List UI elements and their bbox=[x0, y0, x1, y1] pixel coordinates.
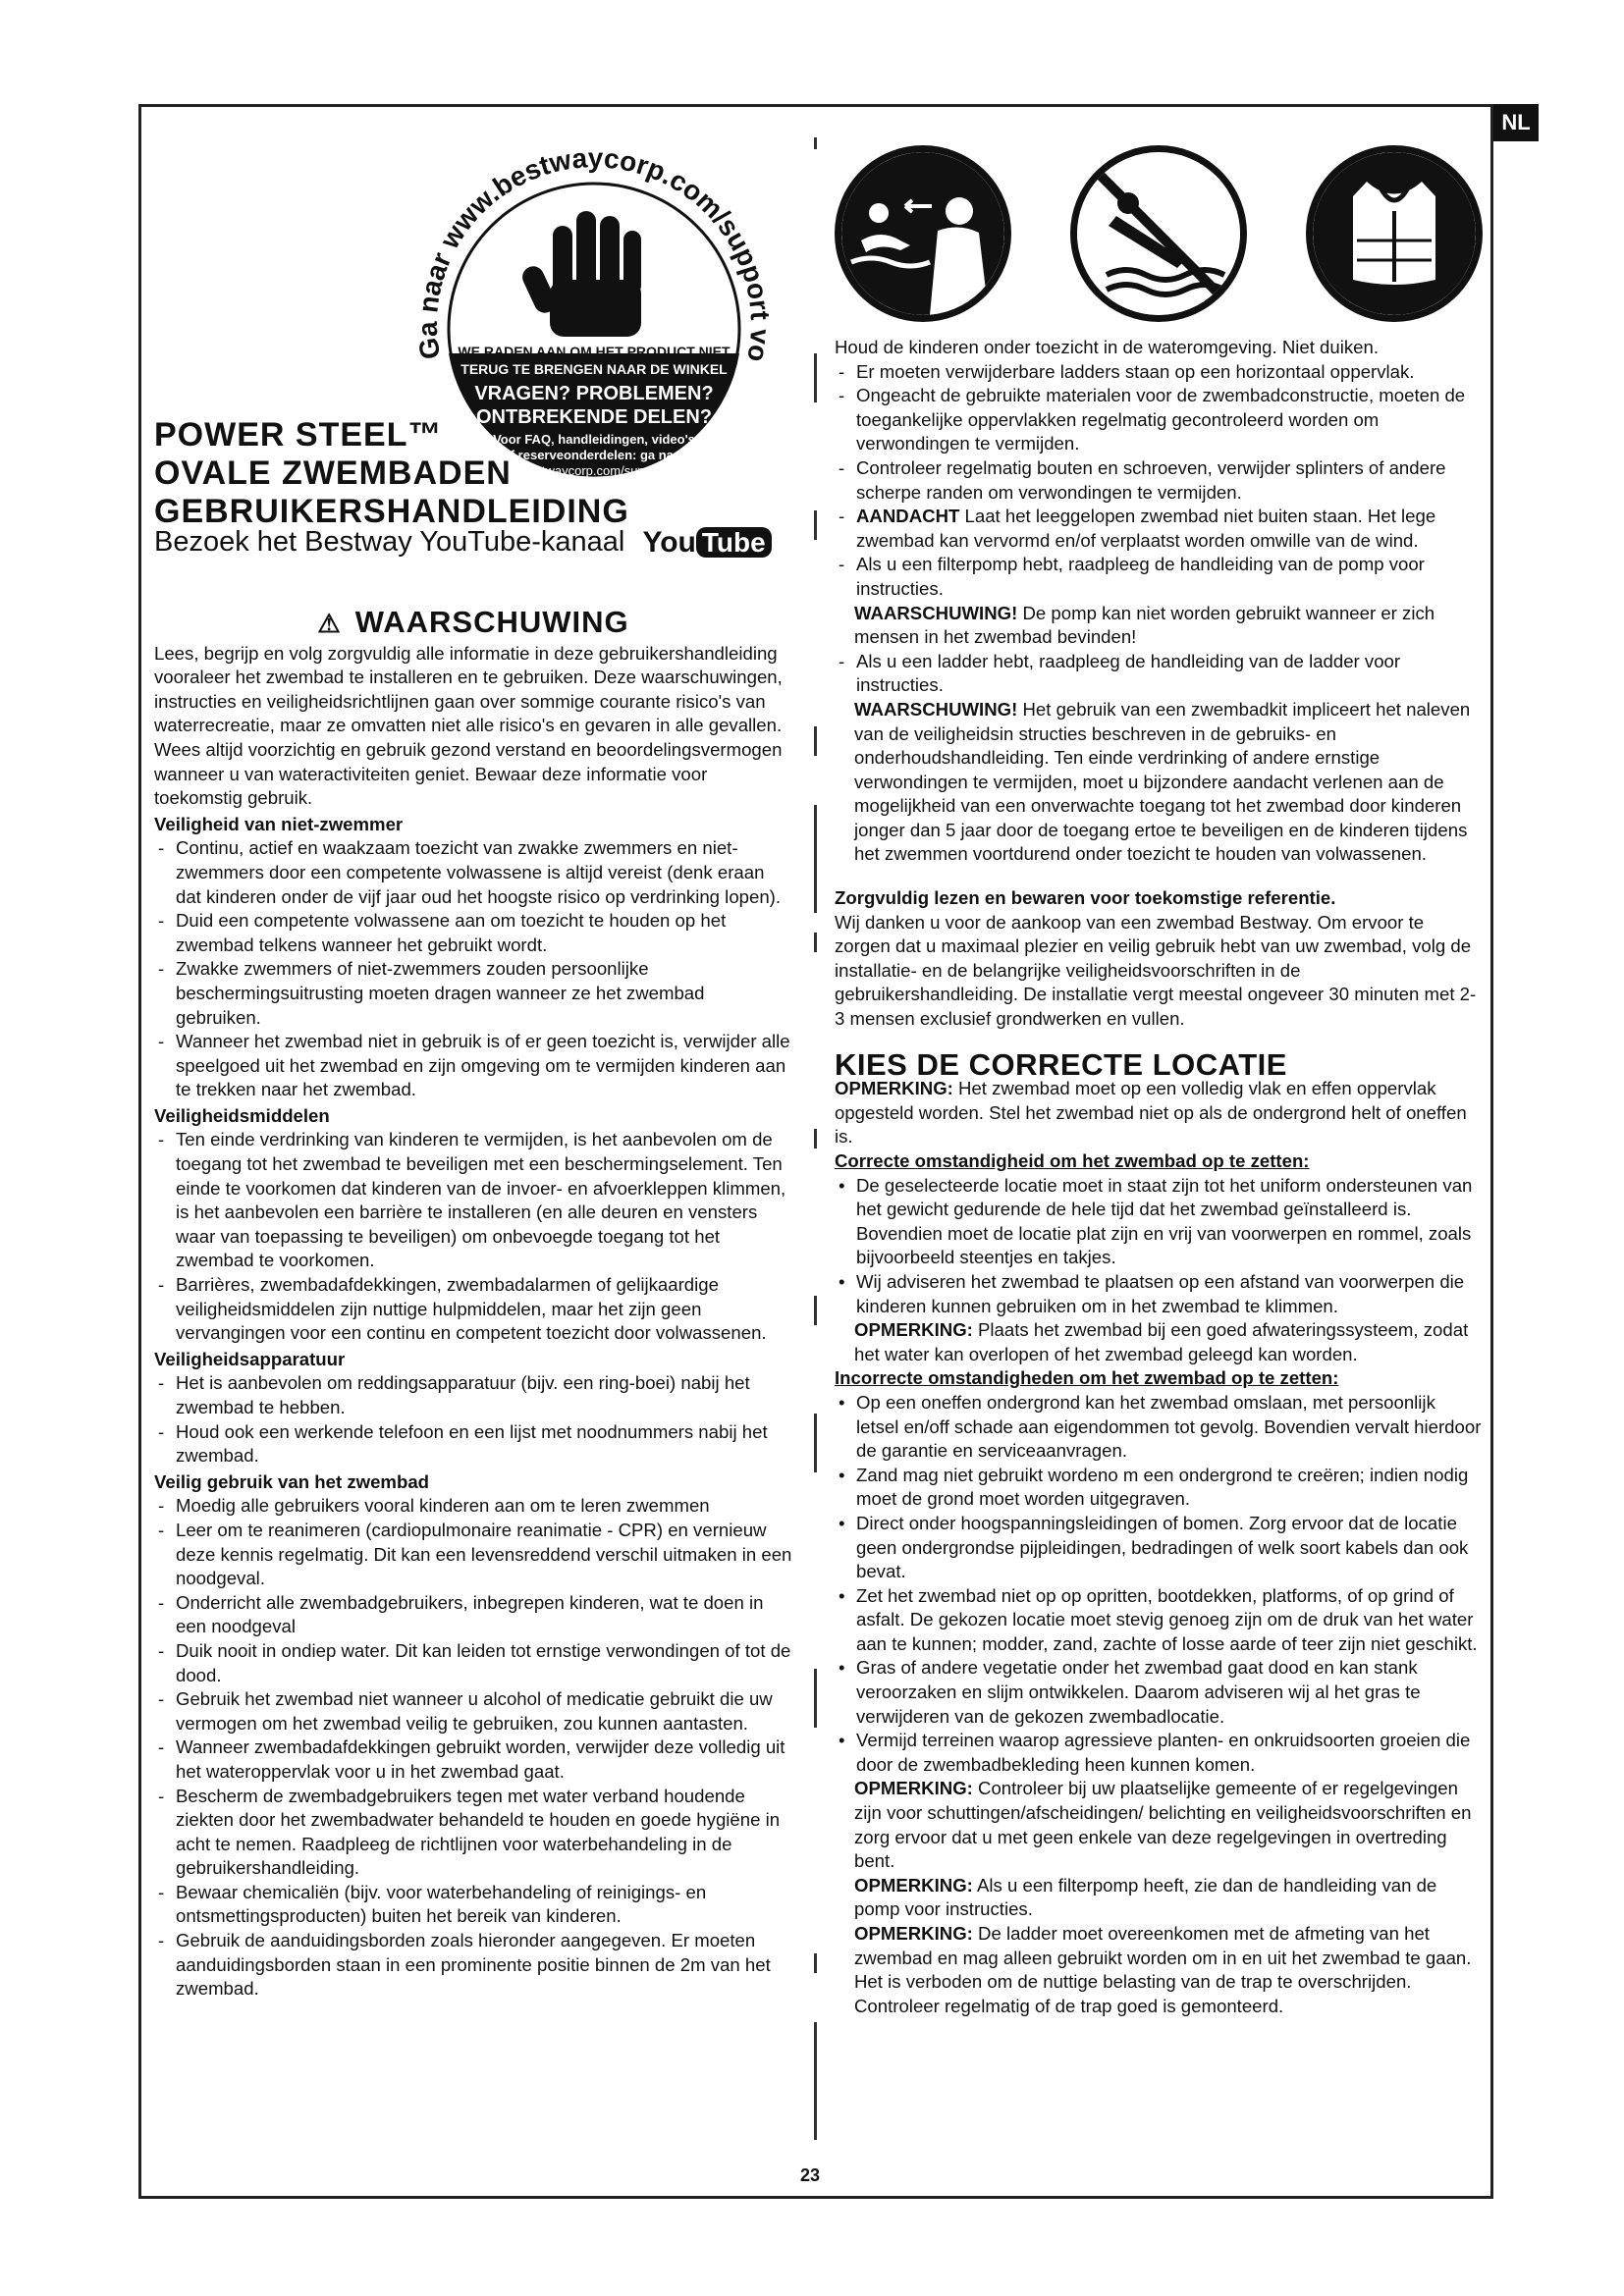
list-item: - Controleer regelmatig bouten en schroeven, verwijder splinters of andere scherpe randen om verwondingen te vermijden. bbox=[835, 456, 1483, 505]
correct-note bbox=[835, 1318, 1483, 1366]
safety-pictograms bbox=[835, 145, 1483, 322]
list-item: - Bescherm de zwembadgebruikers tegen met water verband houdende ziekten door het zwembadwater behandeld te houden en goede hygiëne in acht te nemen. Raadpleeg de richtlijnen voor waterbehandeling in de gebruikershandleiding. bbox=[154, 1785, 792, 1881]
list-item: • Zand mag niet gebruikt wordeno m een ondergrond te creëren; indien nodig moet de grond moet worden uitgegraven. bbox=[835, 1464, 1483, 1512]
note-text: De ladder moet overeenkomen met de afmeting van het zwembad en mag alleen gebruikt worden om in en uit het zwembad te gaan. Het is verboden om de nuttige belasting van de trap te overschrijden. Controleer regelmatig of de trap goed is gemonteerd. bbox=[854, 1923, 1472, 2016]
note-label: OPMERKING: bbox=[835, 1078, 953, 1099]
badge-missing-parts: ONTBREKENDE DELEN? bbox=[475, 406, 712, 428]
section-title-nonswimmer: Veiligheid van niet-zwemmer bbox=[154, 813, 404, 834]
list-item: - Er moeten verwijderbare ladders staan op een horizontaal oppervlak. bbox=[835, 360, 1483, 385]
list-item: - Leer om te reanimeren (cardiopulmonaire reanimatie - CPR) en vernieuw deze kennis regelmatig. Dit kan een levensreddend verschil uitmaken in een noodgeval. bbox=[154, 1519, 792, 1591]
pump-warning bbox=[835, 602, 1483, 650]
life-vest-icon bbox=[1306, 145, 1483, 322]
product-type: OVALE ZWEMBADEN bbox=[154, 454, 512, 492]
note-text: Controleer bij uw plaatselijke gemeente of er regelgevingen zijn voor schuttingen/afscheidingen/ belichting en veiligheidsvoorschriften en zorg ervoor dat u met geen enkele van deze regelgevingen in overtreding bent. bbox=[854, 1778, 1472, 1872]
safe-use-list bbox=[154, 1494, 792, 2001]
correct-conditions-heading: Correcte omstandigheid om het zwembad op te zetten: bbox=[835, 1150, 1310, 1171]
attention-label: AANDACHT bbox=[856, 506, 960, 527]
section-title-safe-use: Veilig gebruik van het zwembad bbox=[154, 1470, 430, 1492]
badge-faq-line: Voor FAQ, handleidingen, video's bbox=[493, 432, 695, 447]
list-item: - Als u een ladder hebt, raadpleeg de handleiding van de ladder voor instructies. bbox=[835, 650, 1483, 698]
warning-text: Het gebruik van een zwembadkit impliceert het naleven van de veiligheidsin structies beschreven in de gebruiks- en onderhoudshandleiding. Ten einde verdrinking of andere ernstige verwondingen te vermijden, moet u bijzondere aandacht verlenen aan de mogelijkheid van een onverwachte toegang tot het zwembad door kinderen jonger dan 5 jaar door de toegang ertoe te beveiligen en de kinderen tijdens het zwemmen voortdurend onder toezicht te houden van volwassenen. bbox=[854, 698, 1471, 865]
note-text: Het zwembad moet op een volledig vlak en effen oppervlak opgesteld worden. Stel het zwembad niet op als de ondergrond helt of oneffen is. bbox=[835, 1078, 1467, 1148]
incorrect-conditions-list bbox=[835, 1391, 1483, 1778]
location-note bbox=[835, 1077, 1483, 1149]
warning-label: WAARSCHUWING! bbox=[854, 698, 1018, 720]
youtube-logo[interactable]: You Tube bbox=[642, 526, 771, 560]
product-line: POWER STEEL™ bbox=[154, 416, 443, 454]
list-item: - Het is aanbevolen om reddingsapparatuur (bijv. een ring-boei) nabij het zwembad te hebben. bbox=[154, 1371, 792, 1419]
correct-conditions-list bbox=[835, 1174, 1483, 1319]
ladder-note bbox=[835, 1922, 1483, 2018]
no-diving-icon bbox=[1070, 145, 1247, 322]
language-tab: NL bbox=[1493, 104, 1539, 141]
list-item: - Houd ook een werkende telefoon en een lijst met noodnummers nabij het zwembad. bbox=[154, 1420, 792, 1468]
note-label: OPMERKING: bbox=[854, 1874, 973, 1896]
youtube-line bbox=[154, 526, 772, 560]
note-label: OPMERKING: bbox=[854, 1319, 973, 1341]
list-item: - Wanneer het zwembad niet in gebruik is of er geen toezicht is, verwijder alle speelgoed uit het zwembad en zijn omgeving om te vermijden kinderen aan te trekken naar het zwembad. bbox=[154, 1030, 792, 1102]
ladder-list bbox=[835, 650, 1483, 698]
regulation-note bbox=[835, 1777, 1483, 1873]
reference-heading: Zorgvuldig lezen en bewaren voor toekomstige referentie. bbox=[835, 887, 1336, 909]
list-item: - Duid een competente volwassene aan om toezicht te houden op het zwembad telkens wanneer het gebruikt wordt. bbox=[154, 909, 792, 957]
list-item: • Direct onder hoogspanningsleidingen of bomen. Zorg ervoor dat de locatie geen ondergrondse pijpleidingen, bedradingen of welk soort kabels dan ook bevat. bbox=[835, 1512, 1483, 1584]
badge-spareparts-line: of reserveonderdelen: ga naar bbox=[502, 448, 686, 462]
list-item: - Duik nooit in ondiep water. Dit kan leiden tot ernstige verwondingen of tot de dood. bbox=[154, 1639, 792, 1687]
kit-warning bbox=[835, 698, 1483, 867]
list-item: • Gras of andere vegetatie onder het zwembad gaat dood en kan stank veroorzaken en slijm ontwikkelen. Daarom adviseren wij al het gras te verwijderen van de gekozen zwembadlocatie. bbox=[835, 1656, 1483, 1729]
supervise-children-icon bbox=[835, 145, 1011, 322]
column-divider bbox=[814, 1414, 817, 1472]
warning-text: De pomp kan niet worden gebruikt wanneer er zich mensen in het zwembad bevinden! bbox=[854, 602, 1435, 648]
badge-arc-text: Ga naar www.bestwaycorp.com/support vo bbox=[411, 142, 777, 365]
section-title-safety-equipment: Veiligheidsapparatuur bbox=[154, 1348, 346, 1369]
column-divider bbox=[814, 1296, 817, 1325]
badge-questions: VRAGEN? PROBLEMEN? bbox=[474, 383, 714, 404]
supervise-caption: Houd de kinderen onder toezicht in de wateromgeving. Niet duiken. bbox=[835, 337, 1380, 357]
list-item: - Zwakke zwemmers of niet-zwemmers zouden persoonlijke beschermingsuitrusting moeten dragen wanneer ze het zwembad gebruiken. bbox=[154, 957, 792, 1030]
list-item: - Moedig alle gebruikers vooral kinderen aan om te leren zwemmen bbox=[154, 1494, 792, 1519]
safety-means-list bbox=[154, 1128, 792, 1345]
badge-notice-2: TERUG TE BRENGEN NAAR DE WINKEL bbox=[460, 361, 728, 377]
list-item: - Onderricht alle zwembadgebruikers, inbegrepen kinderen, wat te doen in een noodgeval bbox=[154, 1591, 792, 1639]
column-divider bbox=[814, 805, 817, 913]
badge-url[interactable]: bestwaycorp.com/support bbox=[520, 463, 668, 478]
column-divider bbox=[814, 353, 817, 402]
location-heading: KIES DE CORRECTE LOCATIE bbox=[835, 1046, 1287, 1082]
column-divider bbox=[814, 137, 817, 149]
column-divider bbox=[814, 933, 817, 952]
warning-triangle-icon: ⚠ bbox=[317, 609, 342, 638]
safety-equipment-list bbox=[154, 1371, 792, 1468]
warning-heading: ⚠ WAARSCHUWING bbox=[317, 605, 629, 639]
list-item: - Ongeacht de gebruikte materialen voor de zwembadconstructie, moeten de toegankelijke oppervlakken regelmatig gecontroleerd worden om verwondingen te vermijden. bbox=[835, 384, 1483, 456]
list-item: - Gebruik het zwembad niet wanneer u alcohol of medicatie gebruikt die uw vermogen om het zwembad veilig te gebruiken, zou kunnen aantasten. bbox=[154, 1687, 792, 1735]
warning-intro: Lees, begrijp en volg zorgvuldig alle informatie in deze gebruikershandleiding vooraleer het zwembad te installeren en te gebruiken. Deze waarschuwingen, instructies en veiligheidsrichtlijnen gaan over sommige courante risico's van waterrecreatie, maar ze omvatten niet alle risico's en gevaren in alle gevallen. Wees altijd voorzichtig en gebruik gezond verstand en beoordelingsvermogen wanneer u van wateractiviteiten geniet. Bewaar deze informatie voor toekomstig gebruik. bbox=[154, 642, 783, 809]
column-divider bbox=[814, 1129, 817, 1148]
reference-text: Wij danken u voor de aankoop van een zwembad Bestway. Om ervoor te zorgen dat u maximaal plezier en veilig gebruik hebt van uw zwembad, volg de installatie- en de belangrijke veiligheidsvoorschriften in de gebruikershandleiding. De installatie vergt meestal ongeveer 30 minuten met 2-3 mensen exclusief grondwerken en vullen. bbox=[835, 911, 1477, 1030]
note-label: OPMERKING: bbox=[854, 1778, 973, 1799]
list-item: • Wij adviseren het zwembad te plaatsen op een afstand van voorwerpen die kinderen kunnen gebruiken om in het zwembad te klimmen. bbox=[835, 1270, 1483, 1318]
list-item bbox=[835, 505, 1483, 553]
list-item: • Vermijd terreinen waarop agressieve planten- en onkruidsoorten groeien die door de zwembadbekleding heen kunnen komen. bbox=[835, 1729, 1483, 1777]
youtube-text: Bezoek het Bestway YouTube-kanaal bbox=[154, 526, 625, 558]
list-item: • Op een oneffen ondergrond kan het zwembad omslaan, met persoonlijk letsel en/off schade aan eigendommen tot gevolg. Bovendien vervalt hierdoor de garantie en serviceaanvragen. bbox=[835, 1391, 1483, 1464]
column-divider bbox=[814, 1953, 817, 1973]
note-label: OPMERKING: bbox=[854, 1923, 973, 1944]
list-item: • Zet het zwembad niet op op opritten, bootdekken, platforms, of op grind of asfalt. De gekozen locatie moet stevig genoeg zijn om de druk van het water aan te kunnen; modder, zand, zachte of losse aarde of teer zijn niet geschikt. bbox=[835, 1584, 1483, 1657]
manual-type: GEBRUIKERSHANDLEIDING bbox=[154, 493, 629, 530]
warning-label: WAARSCHUWING! bbox=[854, 602, 1018, 623]
list-item: - Continu, actief en waakzaam toezicht van zwakke zwemmers en niet-zwemmers door een competente volwassene is altijd vereist (denk eraan dat kinderen onder de vijf jaar oud het hoogste risico op verdrinking lopen). bbox=[154, 836, 792, 909]
list-item: - Ten einde verdrinking van kinderen te vermijden, is het aanbevolen om de toegang tot het zwembad te beveiligen met een beschermingselement. Ten einde te voorkomen dat kinderen van de invoer- en afvoerkleppen klimmen, is het aanbevolen een barrière te installeren (en alle deuren en vensters waar van toepassing te beveiligen) om onbevoegde toegang tot het zwembad te voorkomen. bbox=[154, 1128, 792, 1273]
attention-text: Laat het leeggelopen zwembad niet buiten staan. Het lege zwembad kan vervormd en/of verplaatst worden omwille van de wind. bbox=[856, 506, 1436, 551]
nonswimmer-list bbox=[154, 836, 792, 1102]
column-divider bbox=[814, 726, 817, 756]
right-column bbox=[835, 336, 1483, 2018]
list-item: - Als u een filterpomp hebt, raadpleeg de handleiding van de pomp voor instructies. bbox=[835, 553, 1483, 601]
section-title-safety-means: Veiligheidsmiddelen bbox=[154, 1104, 330, 1126]
list-item: - Wanneer zwembadafdekkingen gebruikt worden, verwijder deze volledig uit het wateroppervlak voor u in het zwembad gaat. bbox=[154, 1735, 792, 1784]
maintenance-list bbox=[835, 360, 1483, 602]
page-number: 23 bbox=[800, 2165, 821, 2185]
note-text: Plaats het zwembad bij een goed afwateringssysteem, zodat het water kan overlopen of het zwembad geleegd kan worden. bbox=[854, 1319, 1469, 1364]
badge-notice-1: WE RADEN AAN OM HET PRODUCT NIET bbox=[458, 344, 731, 359]
column-divider bbox=[814, 1669, 817, 1728]
list-item: - Barrières, zwembadafdekkingen, zwembadalarmen of gelijkaardige veiligheidsmiddelen zijn nuttige hulpmiddelen, maar het zijn geen vervangingen voor een continu en competent toezicht door volwassenen. bbox=[154, 1273, 792, 1346]
list-item: - Gebruik de aanduidingsborden zoals hieronder aangegeven. Er moeten aanduidingsborden staan in een prominente positie binnen de 2m van het zwembad. bbox=[154, 1929, 792, 2002]
list-item: - Bewaar chemicaliën (bijv. voor waterbehandeling of reinigings- en ontsmettingsproducten) buiten het bereik van kinderen. bbox=[154, 1881, 792, 1929]
left-column bbox=[154, 605, 792, 2002]
column-divider bbox=[814, 2022, 817, 2140]
list-item: • De geselecteerde locatie moet in staat zijn tot het uniform ondersteunen van het gewicht gedurende de hele tijd dat het zwembad geïnstalleerd is. Bovendien moet de locatie plat zijn en vrij van voorwerpen en rommel, zoals bijvoorbeeld steentjes en takjes. bbox=[835, 1174, 1483, 1270]
column-divider bbox=[814, 510, 817, 540]
pump-note bbox=[835, 1874, 1483, 1922]
incorrect-conditions-heading: Incorrecte omstandigheden om het zwembad op te zetten: bbox=[835, 1367, 1339, 1389]
note-text: Als u een filterpomp heeft, zie dan de handleiding van de pomp voor instructies. bbox=[854, 1874, 1437, 1920]
